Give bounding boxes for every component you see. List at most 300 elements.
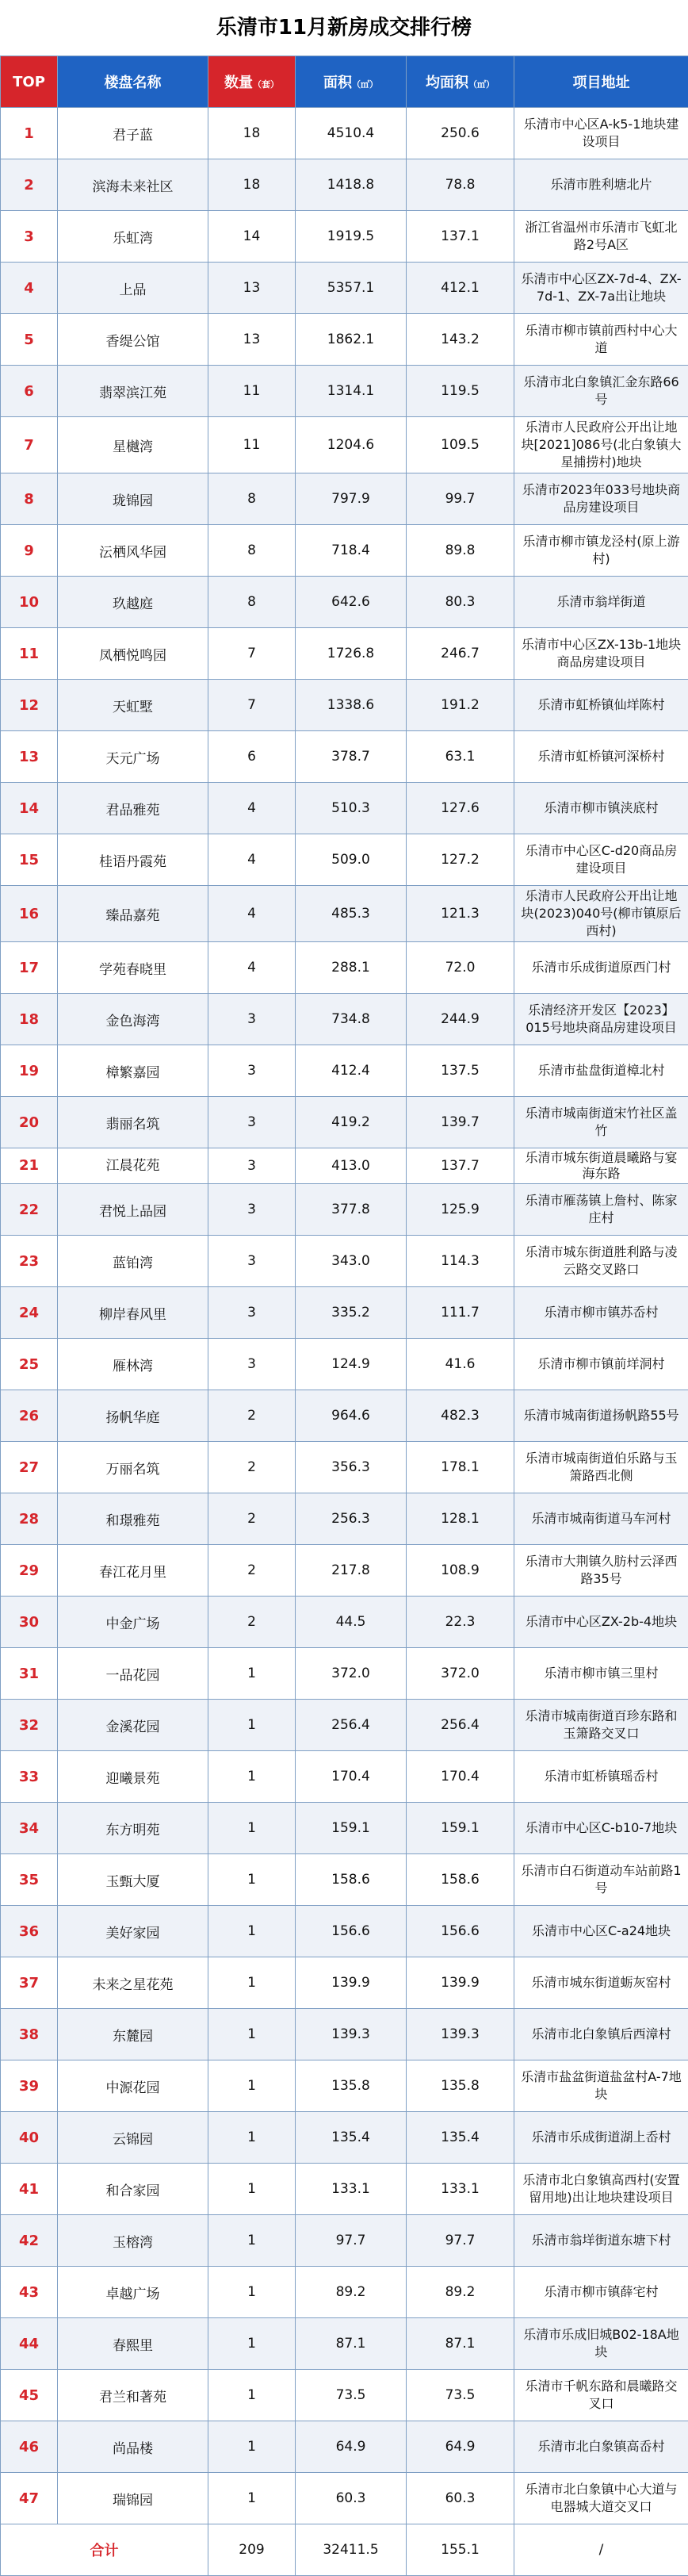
cell-qty: 3	[208, 1339, 296, 1390]
header-qty-label: 数量	[224, 75, 253, 91]
cell-qty: 14	[208, 211, 296, 263]
cell-address: 乐清市乐成旧城B02-18A地块	[514, 2318, 688, 2370]
cell-rank: 11	[1, 628, 58, 680]
table-row	[1, 783, 688, 834]
table-row	[1, 1597, 688, 1648]
table-row	[1, 2267, 688, 2318]
cell-name: 春江花月里	[58, 1545, 208, 1597]
cell-name: 中源花园	[58, 2060, 208, 2112]
header-avg-unit: （㎡）	[468, 79, 495, 90]
cell-qty: 11	[208, 417, 296, 473]
cell-address: 乐清市中心区ZX-13b-1地块商品房建设项目	[514, 628, 688, 680]
table-row	[1, 680, 688, 731]
cell-rank: 3	[1, 211, 58, 263]
cell-avg: 250.6	[407, 108, 514, 159]
total-row	[1, 2524, 688, 2576]
cell-name: 金色海湾	[58, 994, 208, 1045]
cell-qty: 1	[208, 2060, 296, 2112]
cell-address: 乐清市大荆镇久肪村云泽西路35号	[514, 1545, 688, 1597]
cell-rank: 23	[1, 1236, 58, 1287]
cell-name: 臻品嘉苑	[58, 886, 208, 942]
cell-area: 1418.8	[296, 159, 407, 211]
cell-rank: 22	[1, 1184, 58, 1236]
cell-qty: 8	[208, 577, 296, 628]
cell-name: 卓越广场	[58, 2267, 208, 2318]
cell-area: 133.1	[296, 2164, 407, 2215]
table-row	[1, 2112, 688, 2164]
cell-area: 135.8	[296, 2060, 407, 2112]
cell-area: 135.4	[296, 2112, 407, 2164]
cell-rank: 17	[1, 942, 58, 994]
cell-address: 乐清市北白象镇高岙村	[514, 2421, 688, 2473]
cell-area: 378.7	[296, 731, 407, 783]
header-area-unit: （㎡）	[352, 79, 378, 90]
cell-avg: 256.4	[407, 1700, 514, 1751]
table-row	[1, 1442, 688, 1493]
cell-area: 1919.5	[296, 211, 407, 263]
cell-avg: 80.3	[407, 577, 514, 628]
cell-address: 乐清市中心区C-d20商品房建设项目	[514, 834, 688, 886]
header-address: 项目地址	[514, 56, 688, 108]
cell-qty: 7	[208, 680, 296, 731]
cell-name: 滨海未来社区	[58, 159, 208, 211]
cell-area: 139.9	[296, 1957, 407, 2009]
total-area: 32411.5	[296, 2524, 407, 2576]
cell-qty: 18	[208, 108, 296, 159]
cell-avg: 482.3	[407, 1390, 514, 1442]
cell-address: 乐清市北白象镇后西漳村	[514, 2009, 688, 2060]
table-row	[1, 577, 688, 628]
cell-name: 云锦园	[58, 2112, 208, 2164]
cell-qty: 2	[208, 1597, 296, 1648]
cell-area: 87.1	[296, 2318, 407, 2370]
cell-address: 乐清经济开发区【2023】015号地块商品房建设项目	[514, 994, 688, 1045]
cell-rank: 32	[1, 1700, 58, 1751]
table-row	[1, 314, 688, 366]
cell-avg: 170.4	[407, 1751, 514, 1803]
cell-name: 春熙里	[58, 2318, 208, 2370]
cell-rank: 34	[1, 1803, 58, 1854]
table-row	[1, 834, 688, 886]
cell-name: 东麓园	[58, 2009, 208, 2060]
cell-avg: 64.9	[407, 2421, 514, 2473]
cell-qty: 6	[208, 731, 296, 783]
cell-area: 964.6	[296, 1390, 407, 1442]
cell-qty: 1	[208, 1854, 296, 1906]
cell-name: 翡翠滨江苑	[58, 366, 208, 417]
cell-area: 335.2	[296, 1287, 407, 1339]
table-row	[1, 525, 688, 577]
cell-avg: 121.3	[407, 886, 514, 942]
cell-qty: 3	[208, 1184, 296, 1236]
cell-rank: 27	[1, 1442, 58, 1493]
cell-area: 509.0	[296, 834, 407, 886]
cell-name: 翡丽名筑	[58, 1097, 208, 1148]
cell-area: 73.5	[296, 2370, 407, 2421]
cell-address: 乐清市城东街道蛎灰窑村	[514, 1957, 688, 2009]
cell-rank: 21	[1, 1148, 58, 1184]
cell-address: 乐清市柳市镇龙泾村(原上游村)	[514, 525, 688, 577]
table-row	[1, 211, 688, 263]
cell-address: 乐清市北白象镇中心大道与电器城大道交叉口	[514, 2473, 688, 2524]
cell-qty: 4	[208, 942, 296, 994]
total-qty: 209	[208, 2524, 296, 2576]
header-qty-unit: （套）	[253, 79, 279, 90]
cell-qty: 13	[208, 314, 296, 366]
cell-name: 沄栖风华园	[58, 525, 208, 577]
table-row	[1, 2421, 688, 2473]
cell-area: 1862.1	[296, 314, 407, 366]
cell-rank: 15	[1, 834, 58, 886]
cell-name: 君子蓝	[58, 108, 208, 159]
table-row	[1, 1390, 688, 1442]
table-row	[1, 2215, 688, 2267]
cell-avg: 108.9	[407, 1545, 514, 1597]
table-row	[1, 942, 688, 994]
cell-rank: 16	[1, 886, 58, 942]
cell-area: 97.7	[296, 2215, 407, 2267]
table-row	[1, 1957, 688, 2009]
cell-address: 乐清市城南街道马车河村	[514, 1493, 688, 1545]
cell-area: 4510.4	[296, 108, 407, 159]
table-row	[1, 2164, 688, 2215]
cell-rank: 46	[1, 2421, 58, 2473]
cell-address: 乐清市翁垟街道东塘下村	[514, 2215, 688, 2267]
cell-name: 未来之星花苑	[58, 1957, 208, 2009]
total-address: /	[514, 2524, 688, 2576]
cell-name: 东方明苑	[58, 1803, 208, 1854]
cell-address: 乐清市中心区C-b10-7地块	[514, 1803, 688, 1854]
cell-rank: 45	[1, 2370, 58, 2421]
table-row	[1, 1545, 688, 1597]
cell-address: 乐清市雁荡镇上詹村、陈家庄村	[514, 1184, 688, 1236]
table-body	[1, 108, 688, 2524]
cell-name: 尚品楼	[58, 2421, 208, 2473]
table-row	[1, 731, 688, 783]
cell-area: 139.3	[296, 2009, 407, 2060]
cell-name: 上品	[58, 263, 208, 314]
cell-rank: 42	[1, 2215, 58, 2267]
cell-address: 乐清市柳市镇浃底村	[514, 783, 688, 834]
cell-rank: 1	[1, 108, 58, 159]
ranking-table	[0, 56, 688, 2576]
cell-area: 170.4	[296, 1751, 407, 1803]
cell-qty: 1	[208, 2421, 296, 2473]
cell-area: 412.4	[296, 1045, 407, 1097]
cell-qty: 18	[208, 159, 296, 211]
cell-area: 1338.6	[296, 680, 407, 731]
cell-name: 柳岸春风里	[58, 1287, 208, 1339]
cell-qty: 1	[208, 1906, 296, 1957]
table-row	[1, 417, 688, 473]
cell-avg: 191.2	[407, 680, 514, 731]
cell-name: 万丽名筑	[58, 1442, 208, 1493]
cell-address: 乐清市乐成街道原西门村	[514, 942, 688, 994]
cell-avg: 78.8	[407, 159, 514, 211]
cell-name: 君兰和著苑	[58, 2370, 208, 2421]
table-row	[1, 1045, 688, 1097]
cell-address: 乐清市翁垟街道	[514, 577, 688, 628]
table-row	[1, 1097, 688, 1148]
cell-avg: 125.9	[407, 1184, 514, 1236]
cell-qty: 3	[208, 1236, 296, 1287]
cell-qty: 2	[208, 1390, 296, 1442]
cell-name: 雁林湾	[58, 1339, 208, 1390]
cell-qty: 8	[208, 473, 296, 525]
cell-rank: 36	[1, 1906, 58, 1957]
cell-name: 和合家园	[58, 2164, 208, 2215]
cell-address: 乐清市柳市镇三里村	[514, 1648, 688, 1700]
table-row	[1, 1803, 688, 1854]
cell-qty: 2	[208, 1493, 296, 1545]
cell-area: 5357.1	[296, 263, 407, 314]
cell-name: 瑞锦园	[58, 2473, 208, 2524]
cell-name: 金溪花园	[58, 1700, 208, 1751]
cell-qty: 7	[208, 628, 296, 680]
cell-rank: 37	[1, 1957, 58, 2009]
cell-area: 159.1	[296, 1803, 407, 1854]
cell-avg: 246.7	[407, 628, 514, 680]
cell-area: 485.3	[296, 886, 407, 942]
cell-address: 乐清市人民政府公开出让地块[2021]086号(北白象镇大星捕捞村)地块	[514, 417, 688, 473]
page-title: 乐清市11月新房成交排行榜	[0, 0, 688, 56]
cell-area: 44.5	[296, 1597, 407, 1648]
cell-avg: 372.0	[407, 1648, 514, 1700]
cell-avg: 159.1	[407, 1803, 514, 1854]
table-row	[1, 1648, 688, 1700]
cell-address: 乐清市柳市镇前垟洞村	[514, 1339, 688, 1390]
cell-avg: 139.7	[407, 1097, 514, 1148]
cell-address: 乐清市乐成街道湖上岙村	[514, 2112, 688, 2164]
cell-address: 乐清市北白象镇高西村(安置留用地)出让地块建设项目	[514, 2164, 688, 2215]
header-name: 楼盘名称	[58, 56, 208, 108]
header-avg-label: 均面积	[426, 75, 468, 91]
cell-qty: 1	[208, 2318, 296, 2370]
cell-address: 乐清市千帆东路和晨曦路交叉口	[514, 2370, 688, 2421]
cell-area: 89.2	[296, 2267, 407, 2318]
table-row	[1, 1287, 688, 1339]
header-area-label: 面积	[323, 75, 352, 91]
cell-rank: 19	[1, 1045, 58, 1097]
header-qty	[208, 56, 296, 108]
cell-name: 玉榕湾	[58, 2215, 208, 2267]
cell-rank: 2	[1, 159, 58, 211]
cell-name: 学苑春晓里	[58, 942, 208, 994]
cell-qty: 3	[208, 1045, 296, 1097]
cell-area: 256.4	[296, 1700, 407, 1751]
cell-name: 玉甄大厦	[58, 1854, 208, 1906]
total-avg: 155.1	[407, 2524, 514, 2576]
cell-area: 158.6	[296, 1854, 407, 1906]
cell-address: 乐清市柳市镇前西村中心大道	[514, 314, 688, 366]
cell-avg: 72.0	[407, 942, 514, 994]
cell-address: 乐清市人民政府公开出让地块(2023)040号(柳市镇原后西村)	[514, 886, 688, 942]
cell-area: 1726.8	[296, 628, 407, 680]
cell-rank: 13	[1, 731, 58, 783]
cell-rank: 47	[1, 2473, 58, 2524]
cell-qty: 1	[208, 2215, 296, 2267]
cell-area: 642.6	[296, 577, 407, 628]
cell-address: 乐清市中心区A-k5-1地块建设项目	[514, 108, 688, 159]
cell-area: 734.8	[296, 994, 407, 1045]
cell-qty: 4	[208, 834, 296, 886]
cell-qty: 3	[208, 1287, 296, 1339]
cell-rank: 30	[1, 1597, 58, 1648]
table-row	[1, 366, 688, 417]
cell-avg: 22.3	[407, 1597, 514, 1648]
table-row	[1, 1184, 688, 1236]
cell-address: 乐清市城南街道百珍东路和玉箫路交叉口	[514, 1700, 688, 1751]
cell-area: 510.3	[296, 783, 407, 834]
cell-qty: 1	[208, 1751, 296, 1803]
cell-avg: 41.6	[407, 1339, 514, 1390]
cell-rank: 9	[1, 525, 58, 577]
cell-qty: 8	[208, 525, 296, 577]
cell-area: 343.0	[296, 1236, 407, 1287]
cell-qty: 1	[208, 2473, 296, 2524]
header-rank: TOP	[1, 56, 58, 108]
cell-avg: 111.7	[407, 1287, 514, 1339]
cell-avg: 244.9	[407, 994, 514, 1045]
table-row	[1, 2370, 688, 2421]
cell-qty: 11	[208, 366, 296, 417]
cell-name: 君悦上品园	[58, 1184, 208, 1236]
cell-address: 乐清市白石街道动车站前路1号	[514, 1854, 688, 1906]
cell-rank: 10	[1, 577, 58, 628]
table-row	[1, 1148, 688, 1184]
cell-qty: 1	[208, 2164, 296, 2215]
cell-avg: 119.5	[407, 366, 514, 417]
cell-name: 桂语丹霞苑	[58, 834, 208, 886]
cell-avg: 133.1	[407, 2164, 514, 2215]
cell-avg: 137.5	[407, 1045, 514, 1097]
cell-area: 372.0	[296, 1648, 407, 1700]
cell-avg: 89.2	[407, 2267, 514, 2318]
cell-area: 288.1	[296, 942, 407, 994]
cell-rank: 5	[1, 314, 58, 366]
cell-name: 和璟雅苑	[58, 1493, 208, 1545]
cell-area: 60.3	[296, 2473, 407, 2524]
cell-rank: 40	[1, 2112, 58, 2164]
cell-address: 乐清市城东街道晨曦路与宴海东路	[514, 1148, 688, 1184]
cell-name: 天虹墅	[58, 680, 208, 731]
table-row	[1, 1493, 688, 1545]
cell-address: 乐清市中心区ZX-7d-4、ZX-7d-1、ZX-7a出让地块	[514, 263, 688, 314]
cell-name: 君品雅苑	[58, 783, 208, 834]
table-row	[1, 2009, 688, 2060]
cell-rank: 4	[1, 263, 58, 314]
cell-avg: 158.6	[407, 1854, 514, 1906]
cell-rank: 39	[1, 2060, 58, 2112]
cell-avg: 139.3	[407, 2009, 514, 2060]
cell-qty: 1	[208, 1648, 296, 1700]
table-row	[1, 159, 688, 211]
cell-name: 凤栖悦鸣园	[58, 628, 208, 680]
table-row	[1, 1339, 688, 1390]
cell-area: 419.2	[296, 1097, 407, 1148]
cell-rank: 7	[1, 417, 58, 473]
cell-name: 迎曦景苑	[58, 1751, 208, 1803]
table-row	[1, 886, 688, 942]
cell-area: 377.8	[296, 1184, 407, 1236]
cell-avg: 63.1	[407, 731, 514, 783]
cell-rank: 41	[1, 2164, 58, 2215]
cell-avg: 97.7	[407, 2215, 514, 2267]
cell-avg: 137.1	[407, 211, 514, 263]
cell-rank: 18	[1, 994, 58, 1045]
cell-avg: 60.3	[407, 2473, 514, 2524]
cell-name: 天元广场	[58, 731, 208, 783]
cell-area: 356.3	[296, 1442, 407, 1493]
cell-qty: 1	[208, 1803, 296, 1854]
cell-address: 乐清市城南街道扬帆路55号	[514, 1390, 688, 1442]
cell-qty: 1	[208, 2267, 296, 2318]
cell-qty: 1	[208, 2370, 296, 2421]
cell-rank: 31	[1, 1648, 58, 1700]
table-row	[1, 2318, 688, 2370]
cell-name: 江晨花苑	[58, 1148, 208, 1184]
cell-address: 乐清市虹桥镇河深桥村	[514, 731, 688, 783]
header-area	[296, 56, 407, 108]
cell-rank: 6	[1, 366, 58, 417]
cell-address: 乐清市虹桥镇仙垟陈村	[514, 680, 688, 731]
cell-qty: 3	[208, 994, 296, 1045]
table-row	[1, 2060, 688, 2112]
table-row	[1, 628, 688, 680]
total-label: 合计	[1, 2524, 208, 2576]
cell-rank: 28	[1, 1493, 58, 1545]
cell-area: 156.6	[296, 1906, 407, 1957]
cell-avg: 89.8	[407, 525, 514, 577]
cell-name: 中金广场	[58, 1597, 208, 1648]
cell-rank: 12	[1, 680, 58, 731]
cell-rank: 38	[1, 2009, 58, 2060]
cell-address: 乐清市盐盘街道樟北村	[514, 1045, 688, 1097]
table-header-row	[1, 56, 688, 108]
cell-avg: 99.7	[407, 473, 514, 525]
cell-qty: 2	[208, 1545, 296, 1597]
cell-area: 797.9	[296, 473, 407, 525]
table-row	[1, 1854, 688, 1906]
cell-rank: 8	[1, 473, 58, 525]
cell-avg: 156.6	[407, 1906, 514, 1957]
cell-qty: 1	[208, 1957, 296, 2009]
cell-rank: 14	[1, 783, 58, 834]
cell-address: 乐清市城东街道胜利路与凌云路交叉路口	[514, 1236, 688, 1287]
cell-address: 乐清市城南街道宋竹社区盖竹	[514, 1097, 688, 1148]
cell-qty: 4	[208, 886, 296, 942]
cell-area: 1204.6	[296, 417, 407, 473]
cell-avg: 128.1	[407, 1493, 514, 1545]
cell-area: 718.4	[296, 525, 407, 577]
cell-area: 64.9	[296, 2421, 407, 2473]
cell-avg: 178.1	[407, 1442, 514, 1493]
cell-area: 256.3	[296, 1493, 407, 1545]
table-row	[1, 263, 688, 314]
cell-address: 乐清市城南街道伯乐路与玉箫路西北侧	[514, 1442, 688, 1493]
cell-rank: 26	[1, 1390, 58, 1442]
cell-avg: 73.5	[407, 2370, 514, 2421]
cell-rank: 35	[1, 1854, 58, 1906]
cell-name: 珑锦园	[58, 473, 208, 525]
cell-avg: 412.1	[407, 263, 514, 314]
cell-name: 香缇公馆	[58, 314, 208, 366]
cell-rank: 24	[1, 1287, 58, 1339]
cell-rank: 25	[1, 1339, 58, 1390]
table-row	[1, 108, 688, 159]
cell-area: 413.0	[296, 1148, 407, 1184]
cell-name: 一品花园	[58, 1648, 208, 1700]
